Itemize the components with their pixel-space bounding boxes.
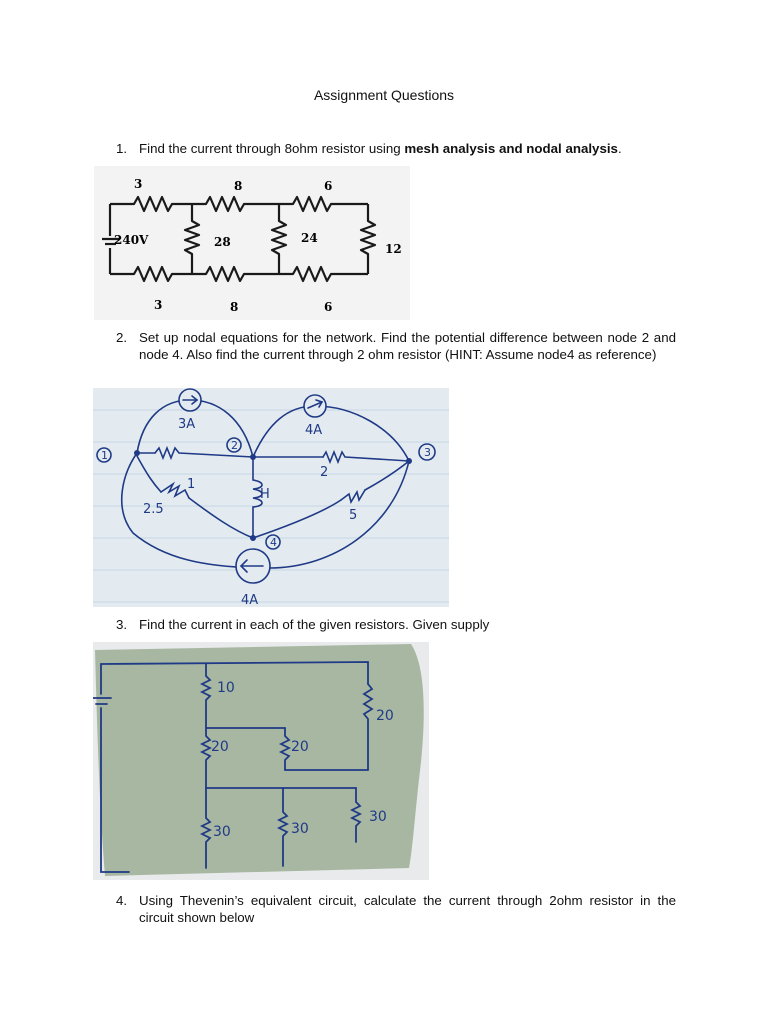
resistor-label: 1 (187, 477, 196, 492)
node-label: 2 (231, 439, 238, 452)
circuit-figure-2 (93, 388, 449, 607)
question-number: 1. (116, 141, 128, 156)
resistor-label: 12 (385, 242, 402, 256)
resistor-label: 24 (301, 231, 318, 245)
resistor-label: 30 (291, 821, 309, 837)
source-label: 3A (178, 417, 196, 432)
source-label: 4A (241, 593, 259, 607)
inductor-label: H (260, 487, 270, 502)
resistor-label: 20 (376, 708, 394, 724)
resistor-label: 8 (234, 179, 243, 193)
resistor-label: 6 (324, 179, 333, 193)
question-number: 2. (116, 330, 128, 345)
node-label: 4 (270, 536, 277, 549)
question-3 (116, 616, 699, 633)
node-label: 3 (424, 446, 431, 459)
question-text: Find the current in each of the given resistors. Given supply (139, 617, 490, 632)
page-title: Assignment Questions (313, 87, 455, 103)
circuit-figure-3 (93, 642, 429, 880)
resistor-label: 2 (320, 465, 329, 480)
resistor-label: 2.5 (143, 502, 164, 517)
resistor-label: 6 (324, 300, 333, 314)
resistor-label: 8 (230, 300, 239, 314)
resistor-label: 3 (134, 177, 143, 191)
resistor-label: 28 (214, 235, 231, 249)
question-4 (116, 892, 676, 926)
resistor-label: 30 (369, 809, 387, 825)
question-1 (116, 140, 699, 157)
source-label: 4A (305, 423, 323, 438)
source-label: 240V (114, 233, 149, 247)
resistor-label: 10 (217, 680, 235, 696)
resistor-label: 30 (213, 824, 231, 840)
resistor-label: 20 (291, 739, 309, 755)
question-text: Using Thevenin’s equivalent circuit, calculate the current through 2ohm resistor in the circuit shown below (139, 893, 676, 925)
question-text: Find the current through 8ohm resistor using mesh analysis and nodal analysis. (139, 141, 622, 156)
question-number: 3. (116, 617, 128, 632)
circuit-figure-1 (94, 166, 410, 320)
question-number: 4. (116, 893, 128, 908)
resistor-label: 20 (211, 739, 229, 755)
node-label: 1 (101, 449, 108, 462)
question-text: Set up nodal equations for the network. Find the potential difference between node 2 and node 4. Also find the current through 2 ohm resistor (HINT: Assume node4 as reference) (139, 330, 676, 362)
resistor-label: 5 (349, 508, 358, 523)
question-2 (116, 329, 676, 363)
resistor-label: 3 (154, 298, 163, 312)
